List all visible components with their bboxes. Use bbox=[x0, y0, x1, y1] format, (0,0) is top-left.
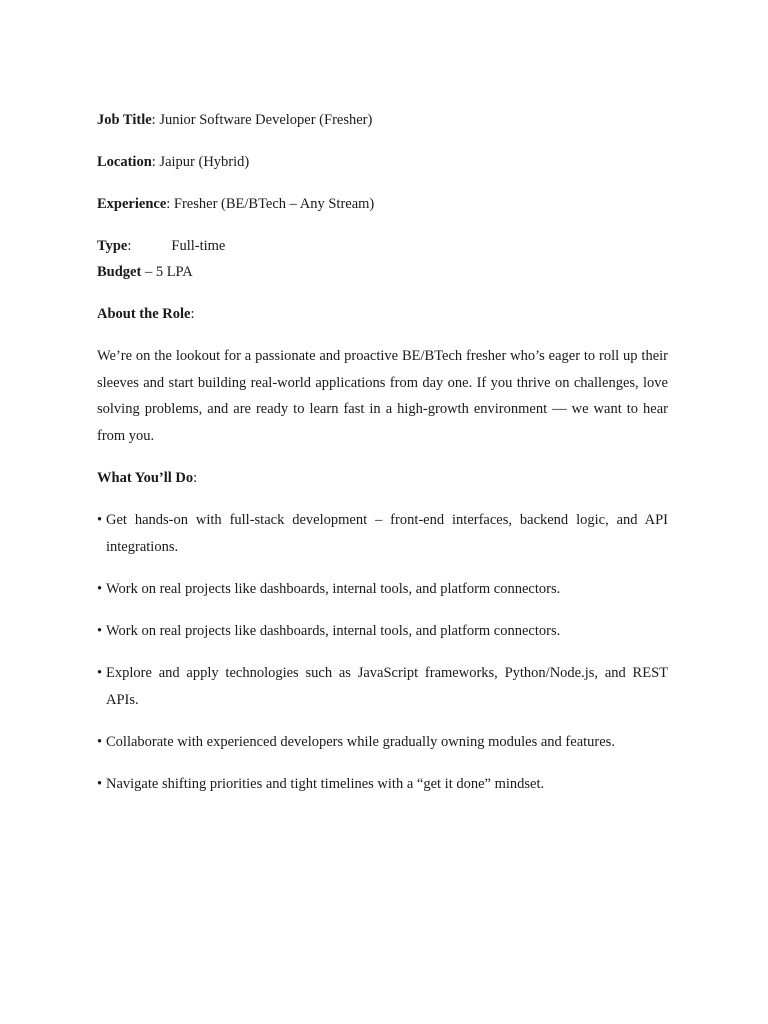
list-item bbox=[97, 507, 668, 561]
list-item bbox=[97, 618, 668, 645]
job-title-line bbox=[97, 107, 668, 133]
experience-value: : Fresher (BE/BTech – Any Stream) bbox=[166, 196, 375, 212]
duties-heading-label: What You’ll Do bbox=[97, 470, 194, 486]
job-title-value: : Junior Software Developer (Fresher) bbox=[151, 112, 373, 128]
bullet-symbol: • bbox=[97, 581, 103, 597]
job-title-label: Job Title bbox=[97, 112, 152, 128]
location-line bbox=[97, 149, 668, 175]
location-label: Location bbox=[97, 154, 152, 170]
about-heading-label: About the Role bbox=[97, 306, 191, 322]
list-item-text: Navigate shifting priorities and tight timelines with a “get it done” mindset. bbox=[106, 776, 545, 792]
bullet-symbol: • bbox=[97, 665, 103, 681]
experience-line bbox=[97, 191, 668, 217]
location-value: : Jaipur (Hybrid) bbox=[151, 154, 250, 170]
list-item-text: Get hands-on with full-stack development – front-end interfaces, backend logic, and API integrations. bbox=[106, 512, 668, 555]
budget-label: Budget bbox=[97, 264, 142, 280]
list-item bbox=[97, 576, 668, 603]
list-item-text: Work on real projects like dashboards, internal tools, and platform connectors. bbox=[106, 623, 561, 639]
type-colon: : bbox=[127, 238, 132, 254]
duties-heading-colon: : bbox=[193, 470, 198, 486]
bullet-symbol: • bbox=[97, 734, 103, 750]
duties-heading bbox=[97, 465, 668, 491]
experience-label: Experience bbox=[97, 196, 167, 212]
list-item-text: Collaborate with experienced developers while gradually owning modules and features. bbox=[106, 734, 615, 750]
budget-value: – 5 LPA bbox=[141, 264, 193, 280]
about-heading bbox=[97, 301, 668, 327]
type-line bbox=[97, 233, 668, 259]
type-value: Full-time bbox=[171, 238, 226, 254]
list-item bbox=[97, 771, 668, 798]
list-item-text: Explore and apply technologies such as JavaScript frameworks, Python/Node.js, and REST APIs. bbox=[106, 665, 668, 708]
duties-list bbox=[97, 507, 668, 798]
budget-line bbox=[97, 259, 668, 285]
list-item bbox=[97, 660, 668, 714]
bullet-symbol: • bbox=[97, 512, 103, 528]
list-item-text: Work on real projects like dashboards, internal tools, and platform connectors. bbox=[106, 581, 561, 597]
about-paragraph: We’re on the lookout for a passionate and proactive BE/BTech fresher who’s eager to roll up their sleeves and start building real-world applications from day one. If you thrive on challenges, love solving problems, and are ready to learn fast in a high-growth environment — we want to hear from you. bbox=[97, 348, 668, 444]
type-label: Type bbox=[97, 238, 128, 254]
bullet-symbol: • bbox=[97, 776, 103, 792]
about-heading-colon: : bbox=[190, 306, 195, 322]
list-item bbox=[97, 729, 668, 756]
bullet-symbol: • bbox=[97, 623, 103, 639]
job-description-document bbox=[97, 107, 668, 813]
